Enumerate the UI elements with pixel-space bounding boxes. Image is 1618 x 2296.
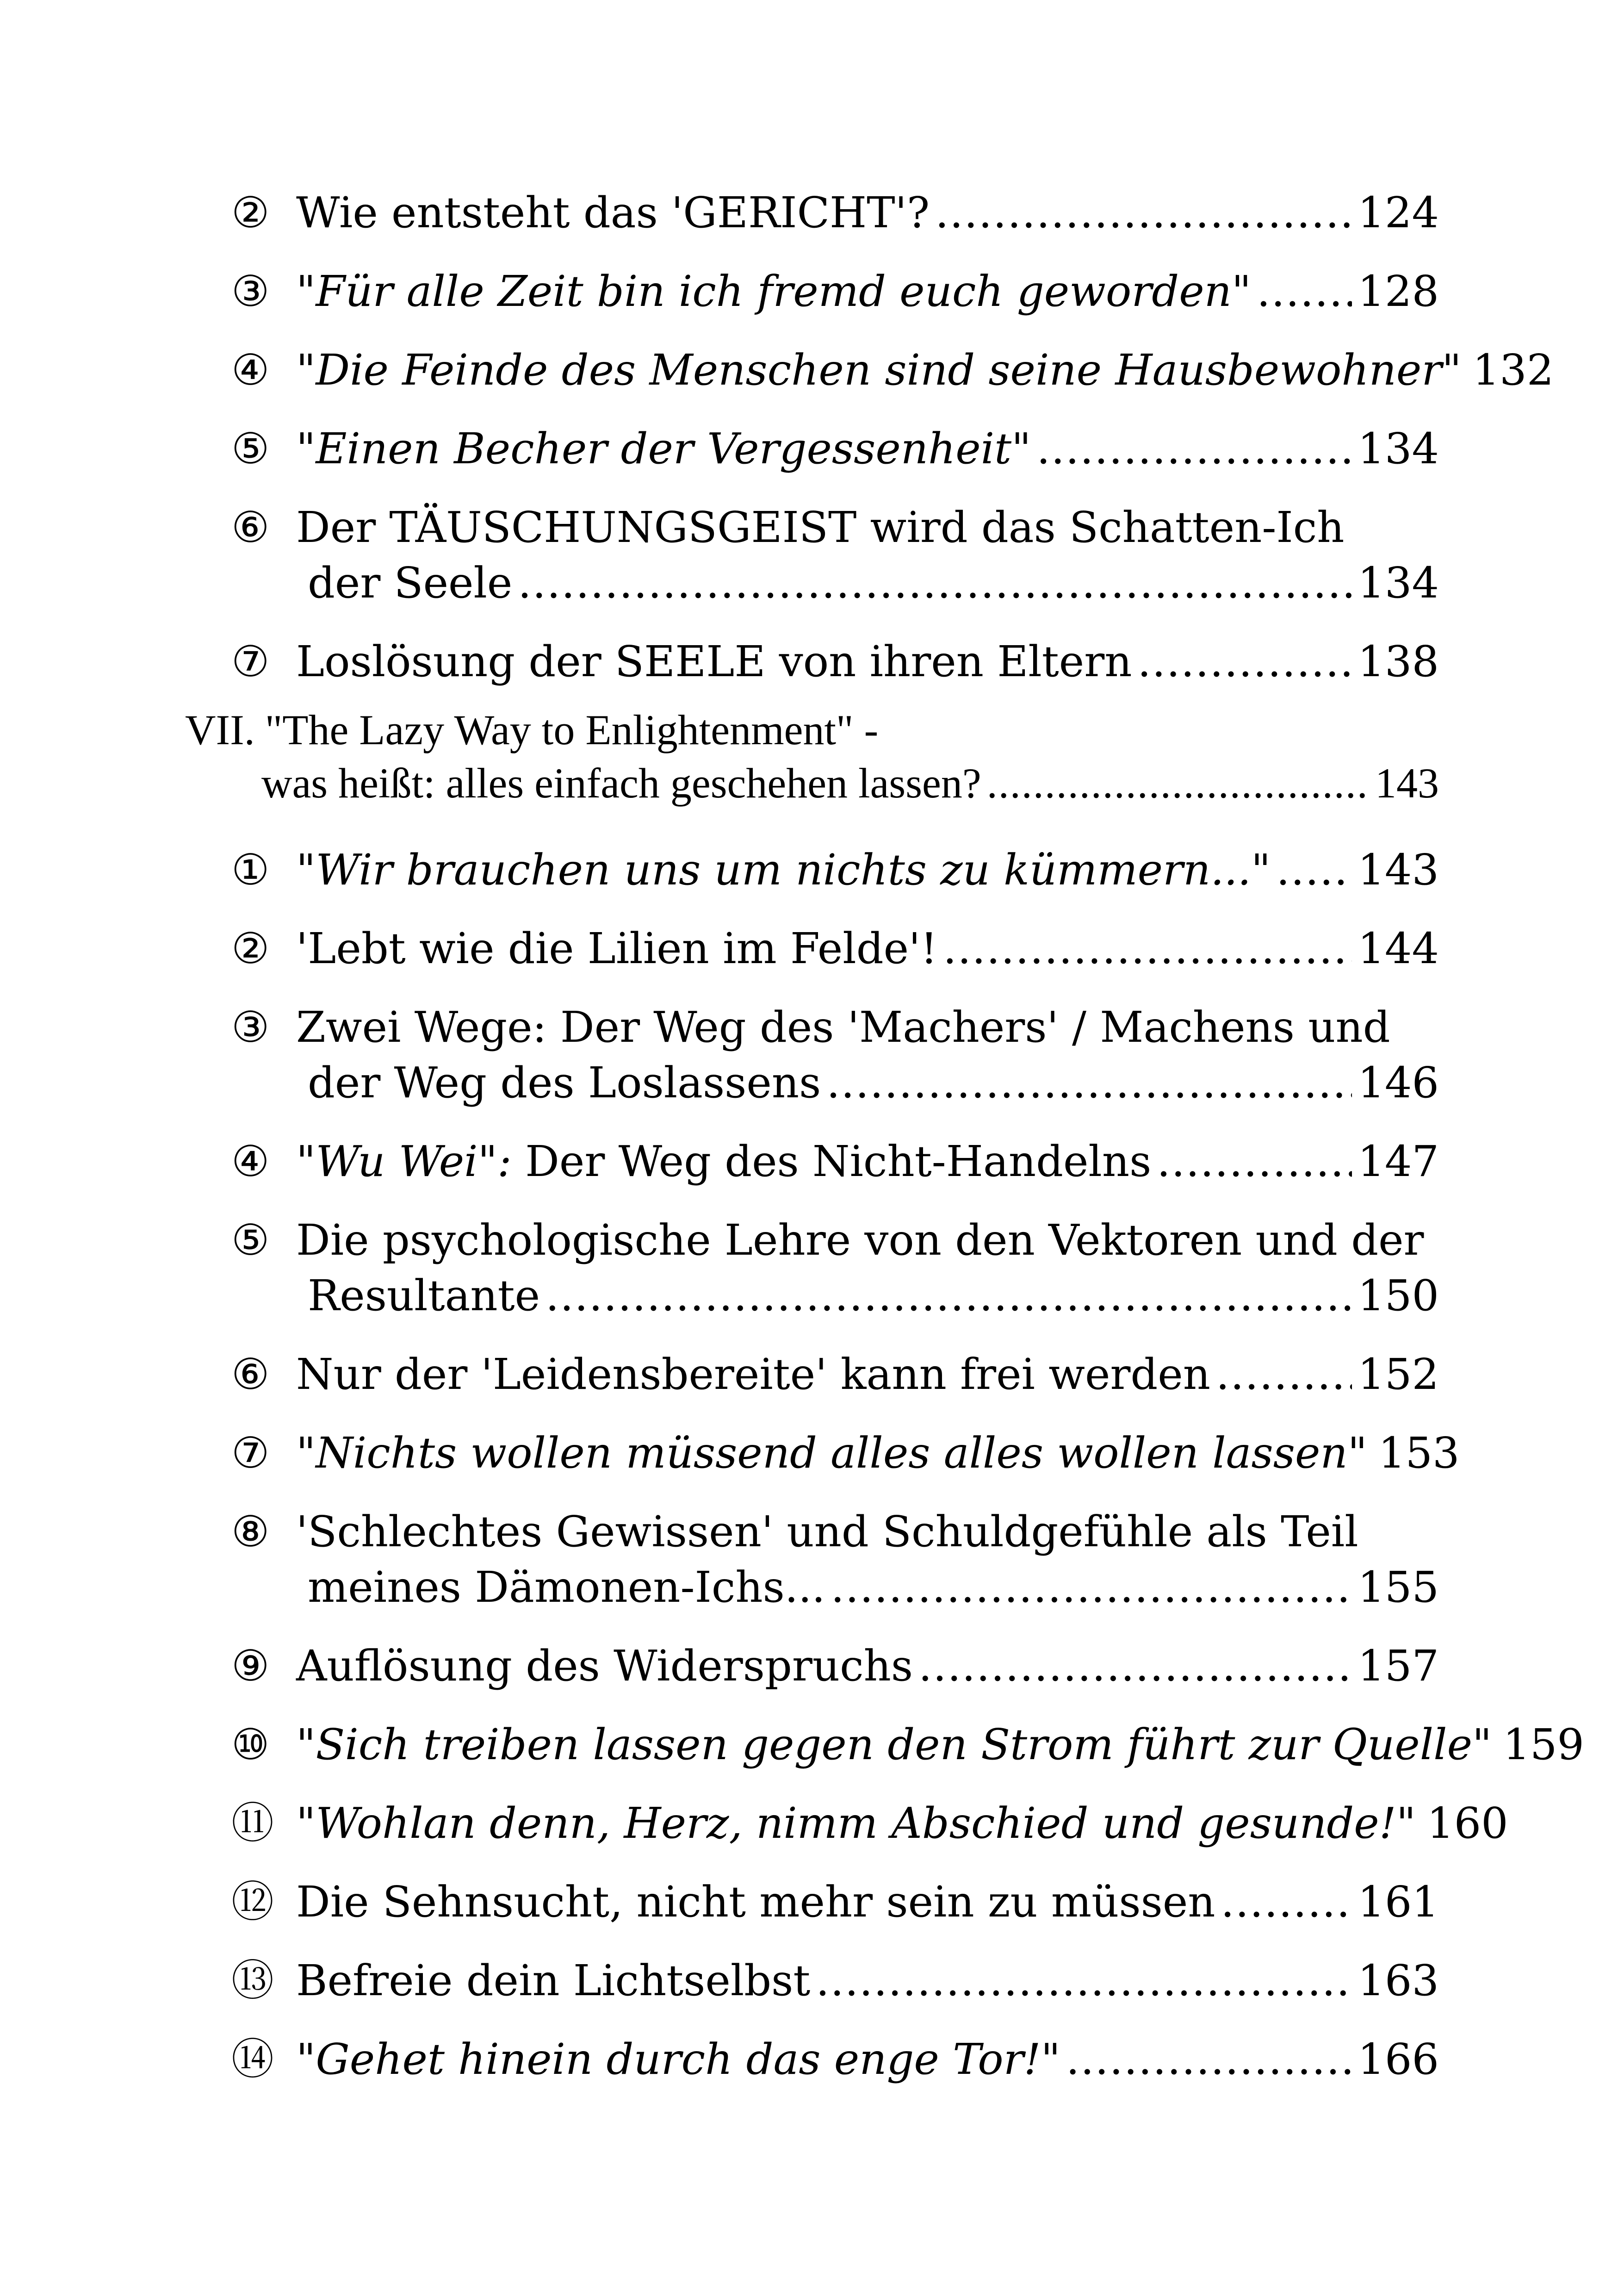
dot-leader [1157, 1134, 1352, 1189]
page-number: 153 [1378, 1428, 1460, 1478]
toc-entry[interactable] [231, 1213, 1439, 1324]
entry-number: ② [231, 188, 270, 237]
toc-entry[interactable] [231, 1796, 1508, 1851]
toc-entry[interactable] [231, 2032, 1439, 2087]
entry-line [296, 921, 1439, 977]
page-number: 159 [1503, 1720, 1584, 1769]
dot-leader [935, 185, 1352, 241]
page-number: 134 [1358, 558, 1439, 608]
entry-title: "Wir brauchen uns um nichts zu kümmern..." [296, 845, 1271, 895]
toc-entry[interactable] [231, 264, 1439, 319]
entry-number: ⑫ [231, 1877, 274, 1927]
entry-number: ⑥ [231, 1350, 270, 1399]
chapter-subtitle: was heißt: alles einfach geschehen lassen? [261, 759, 981, 807]
entry-title: Die psychologische Lehre von den Vektoren und der [296, 1215, 1424, 1265]
dot-leader [1137, 634, 1352, 690]
entry-number: ② [231, 924, 270, 973]
chapter-line-2 [261, 757, 1439, 810]
entry-line [296, 634, 1439, 690]
page-number: 152 [1358, 1350, 1439, 1399]
entry-line-continued [308, 1560, 1439, 1615]
entry-line [296, 1638, 1439, 1694]
entry-line [296, 2032, 1439, 2087]
dot-leader [826, 1055, 1352, 1111]
entry-number: ⑪ [231, 1798, 274, 1848]
entry-number: ⑭ [231, 2035, 274, 2084]
toc-entry[interactable] [231, 1953, 1439, 2009]
page-number: 143 [1358, 845, 1439, 895]
entry-line [296, 1953, 1439, 2009]
dot-leader [1257, 264, 1352, 319]
dot-leader [816, 1953, 1352, 2009]
entry-title: "Für alle Zeit bin ich fremd euch geworden" [296, 267, 1252, 316]
entry-number: ⑤ [231, 424, 270, 473]
entry-line [296, 1425, 1460, 1481]
toc-entry[interactable] [231, 500, 1439, 611]
toc-entry[interactable] [231, 1134, 1439, 1189]
entry-title: "Die Feinde des Menschen sind seine Hausbewohner" [296, 345, 1462, 395]
page-number: 157 [1358, 1641, 1439, 1691]
entry-number: ④ [231, 1137, 270, 1186]
entry-line [296, 185, 1439, 241]
page-number: 163 [1358, 1956, 1439, 2005]
entry-line [296, 1213, 1439, 1268]
entry-line [296, 1134, 1439, 1189]
toc-entry[interactable] [231, 1347, 1439, 1402]
toc-entry[interactable] [231, 1425, 1460, 1481]
chapter-number: VII. [185, 706, 255, 753]
entry-title-continued: der Weg des Loslassens [308, 1058, 821, 1108]
entry-number: ① [231, 845, 270, 895]
dot-leader [518, 555, 1352, 611]
page-number: 150 [1358, 1271, 1439, 1320]
page-number: 147 [1358, 1137, 1439, 1186]
entry-title-continued: Resultante [308, 1271, 540, 1320]
entry-line-continued [308, 1055, 1439, 1111]
entry-title: Der TÄUSCHUNGSGEIST wird das Schatten-Ich [296, 503, 1345, 552]
page-number: 161 [1358, 1877, 1439, 1927]
page-number: 166 [1358, 2035, 1439, 2084]
entry-title: "Gehet hinein durch das enge Tor!" [296, 2035, 1060, 2084]
entry-line [296, 1874, 1439, 1930]
dot-leader [943, 921, 1352, 977]
toc-entry[interactable] [231, 185, 1439, 241]
entry-number: ⑧ [231, 1507, 270, 1556]
page-number: 138 [1358, 637, 1439, 686]
entry-number: ⑤ [231, 1215, 270, 1265]
toc-entry[interactable] [231, 634, 1439, 690]
dot-leader [1276, 842, 1352, 898]
dot-leader [1221, 1874, 1352, 1930]
chapter-heading[interactable] [185, 703, 1439, 810]
dot-leader [1216, 1347, 1352, 1402]
page-number: 128 [1358, 267, 1439, 316]
entry-title: Zwei Wege: Der Weg des 'Machers' / Machens und [296, 1002, 1390, 1052]
entry-number: ⑩ [231, 1720, 270, 1769]
toc-entry[interactable] [231, 921, 1439, 977]
entry-title-continued: der Seele [308, 558, 513, 608]
entry-title: "Sich treiben lassen gegen den Strom führt zur Quelle" [296, 1720, 1492, 1769]
page-number: 143 [1375, 759, 1439, 807]
dot-leader [831, 1560, 1352, 1615]
entry-title: Nur der 'Leidensbereite' kann frei werden [296, 1350, 1210, 1399]
dot-leader [987, 757, 1370, 810]
entry-line [296, 342, 1554, 398]
entry-line [296, 1717, 1584, 1773]
entry-title: 'Schlechtes Gewissen' und Schuldgefühle als Teil [296, 1507, 1358, 1556]
entry-title: "Wu Wei": [296, 1137, 512, 1186]
toc-entry[interactable] [231, 1504, 1439, 1615]
dot-leader [918, 1638, 1352, 1694]
toc-entry[interactable] [231, 1638, 1439, 1694]
entry-number: ③ [231, 267, 270, 316]
dot-leader [546, 1268, 1352, 1324]
entry-number: ③ [231, 1002, 270, 1052]
dot-leader [1066, 2032, 1352, 2087]
toc-entry[interactable] [231, 842, 1439, 898]
page-number: 146 [1358, 1058, 1439, 1108]
entry-title: 'Lebt wie die Lilien im Felde'! [296, 924, 938, 973]
entry-title: Die Sehnsucht, nicht mehr sein zu müssen [296, 1877, 1215, 1927]
dot-leader [1036, 421, 1352, 477]
entry-title: Wie entsteht das 'GERICHT'? [296, 188, 930, 237]
entry-number: ⑦ [231, 637, 270, 686]
entry-title: "Wohlan denn, Herz, nimm Abschied und gesunde!" [296, 1798, 1416, 1848]
toc-entry[interactable] [231, 1717, 1584, 1773]
entry-line [296, 1000, 1439, 1055]
toc-entry[interactable] [231, 421, 1439, 477]
entry-title: Auflösung des Widerspruchs [296, 1641, 913, 1691]
entry-line [296, 500, 1439, 555]
entry-number: ⑬ [231, 1956, 274, 2005]
entry-title: "Nichts wollen müssend alles alles wollen lassen" [296, 1428, 1367, 1478]
toc-entry[interactable] [231, 1000, 1439, 1111]
page-number: 124 [1358, 188, 1439, 237]
entry-number: ⑨ [231, 1641, 270, 1691]
entry-line-continued [308, 555, 1439, 611]
entry-number: ④ [231, 345, 270, 395]
chapter-line-1 [185, 703, 1439, 757]
entry-title: Loslösung der SEELE von ihren Eltern [296, 637, 1132, 686]
entry-title-continued: meines Dämonen-Ichs... [308, 1562, 825, 1612]
entry-line [296, 421, 1439, 477]
page-number: 144 [1358, 924, 1439, 973]
entry-title: Befreie dein Lichtselbst [296, 1956, 811, 2005]
entry-line [296, 264, 1439, 319]
page-number: 134 [1358, 424, 1439, 473]
entry-line [296, 1504, 1439, 1560]
entry-title: Der Weg des Nicht-Handelns [511, 1137, 1152, 1186]
entry-line [296, 1796, 1508, 1851]
chapter-title: "The Lazy Way to Enlightenment" - [265, 706, 879, 753]
page-number: 160 [1427, 1798, 1508, 1848]
page-number: 132 [1472, 345, 1554, 395]
entry-title: "Einen Becher der Vergessenheit" [296, 424, 1031, 473]
entry-line-continued [308, 1268, 1439, 1324]
entry-line [296, 842, 1439, 898]
toc-entry[interactable] [231, 342, 1554, 398]
page-number: 155 [1358, 1562, 1439, 1612]
toc-entry[interactable] [231, 1874, 1439, 1930]
entry-line [296, 1347, 1439, 1402]
entry-number: ⑦ [231, 1428, 270, 1478]
entry-number: ⑥ [231, 503, 270, 552]
